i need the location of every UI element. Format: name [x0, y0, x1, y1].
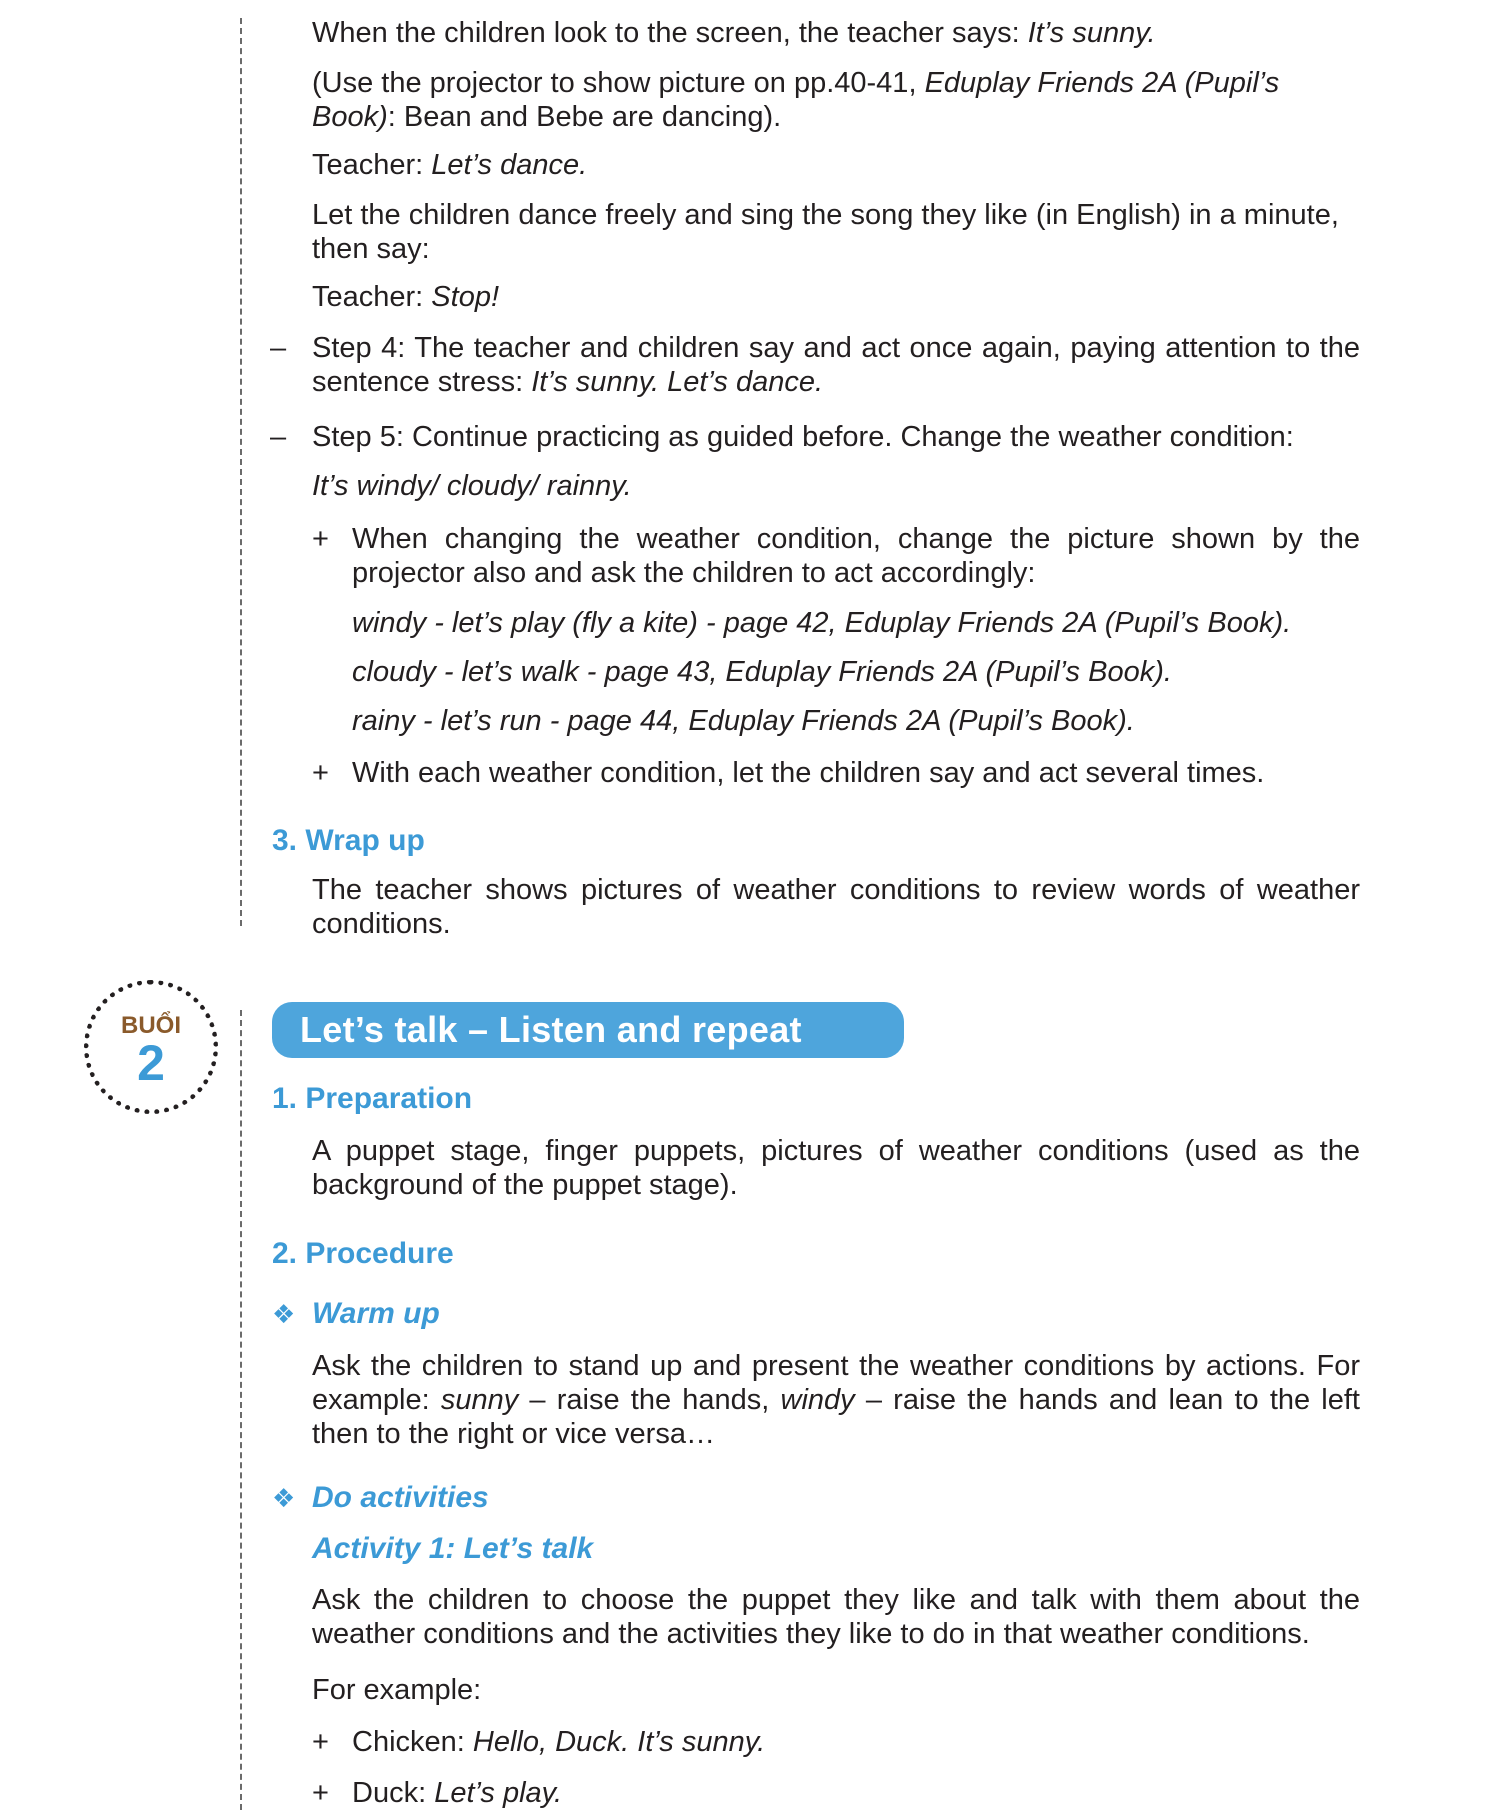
session-number: 2	[137, 1035, 165, 1091]
heading-do-activities: Do activities	[312, 1481, 489, 1514]
paragraph-teacher-stop: Teacher: Stop!	[312, 281, 500, 313]
dash-bullet: –	[270, 332, 287, 364]
plus-bullet: +	[312, 523, 329, 555]
paragraph-teacher-lets-dance: Teacher: Let’s dance.	[312, 149, 588, 181]
dash-bullet: –	[270, 421, 287, 453]
example-cloudy: cloudy - let’s walk - page 43, Eduplay Friends 2A (Pupil’s Book).	[352, 656, 1172, 688]
margin-rule-bottom	[240, 1010, 242, 1810]
paragraph-wrap-up: The teacher shows pictures of weather conditions to review words of weather conditions.	[312, 874, 1360, 940]
paragraph-activity-1: Ask the children to choose the puppet they like and talk with them about the weather conditions and the activities they like to do in that weather conditions.	[312, 1584, 1360, 1650]
plus-bullet: +	[312, 1777, 329, 1809]
paragraph-teacher-says-sunny: When the children look to the screen, the teacher says: It’s sunny.	[312, 17, 1156, 49]
diamond-bullet-icon: ❖	[272, 1483, 296, 1513]
heading-activity-1: Activity 1: Let’s talk	[312, 1532, 594, 1565]
step-5: Step 5: Continue practicing as guided before. Change the weather condition:	[312, 421, 1294, 453]
paragraph-for-example: For example:	[312, 1674, 482, 1706]
heading-procedure: 2. Procedure	[272, 1237, 454, 1270]
example-windy: windy - let’s play (fly a kite) - page 42, Eduplay Friends 2A (Pupil’s Book).	[352, 607, 1292, 639]
lesson-banner: Let’s talk – Listen and repeat	[272, 1002, 904, 1058]
paragraph-dance-freely: Let the children dance freely and sing the song they like (in English) in a minute, then say:	[312, 199, 1339, 265]
step-5-weather-list: It’s windy/ cloudy/ rainny.	[312, 470, 632, 502]
margin-rule-top	[240, 18, 242, 926]
session-badge	[84, 980, 218, 1114]
paragraph-projector-note: (Use the projector to show picture on pp.40-41, Eduplay Friends 2A (Pupil’s Book): Bean and Bebe are dancing).	[312, 67, 1280, 133]
session-label: BUỔI	[121, 1012, 181, 1039]
example-rainy: rainy - let’s run - page 44, Eduplay Friends 2A (Pupil’s Book).	[352, 705, 1135, 737]
diamond-bullet-icon: ❖	[272, 1299, 296, 1329]
heading-preparation: 1. Preparation	[272, 1082, 473, 1115]
plus-bullet: +	[312, 1726, 329, 1758]
paragraph-preparation: A puppet stage, finger puppets, pictures of weather conditions (used as the background of the puppet stage).	[312, 1135, 1360, 1201]
heading-wrap-up: 3. Wrap up	[272, 824, 425, 857]
step-4: Step 4: The teacher and children say and act once again, paying attention to the sentence stress: It’s sunny. Let’s dance.	[312, 332, 1360, 398]
plus-item-change-picture: When changing the weather condition, change the picture shown by the projector also and ask the children to act accordingly:	[352, 523, 1360, 589]
plus-bullet: +	[312, 757, 329, 789]
heading-warm-up: Warm up	[312, 1297, 440, 1330]
paragraph-warm-up: Ask the children to stand up and present the weather conditions by actions. For example: sunny – raise the hands, windy – raise the hands and lean to the left then to the right or vice versa…	[312, 1350, 1360, 1450]
dialogue-duck: Duck: Let’s play.	[352, 1777, 563, 1809]
plus-item-each-weather: With each weather condition, let the children say and act several times.	[352, 757, 1265, 789]
dialogue-chicken: Chicken: Hello, Duck. It’s sunny.	[352, 1726, 766, 1758]
